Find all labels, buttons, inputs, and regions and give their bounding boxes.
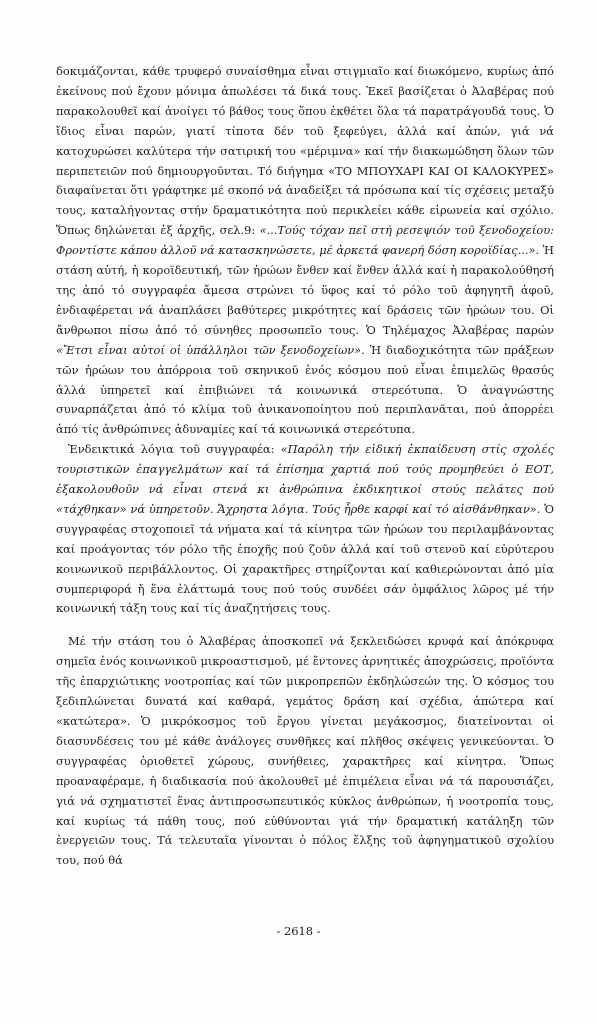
body-text	[56, 62, 554, 871]
text-run: Ἐνδεικτικά λόγια τοῦ συγγραφέα:	[68, 442, 281, 457]
text-run: Ἡ διαδοχικότητα τῶν πράξεων τῶν ἡρώων του ἀπόρροια τοῦ σκηνικοῦ ἑνός κόσμου πού εἶναι ἐπιμελῶς θρασύς ἀλλά ὑπηρετεῖ καί ἐπιβιώνει τά κοινωνικά στερεότυπα. Ὁ ἀναγνώστης συναρπάζεται ἀπό τό κλίμα τοῦ ἀνικανοποίητου πού περιπλανᾶται, πού ἀπορρέει ἀπό τίς ἀνθρώπινες ἀδυναμίες καί τά κοινωνικά στερεότυπα.	[56, 342, 554, 437]
paragraph-1	[56, 62, 554, 440]
page-number: - 2618 -	[276, 924, 321, 938]
text-run: Ὁ συγγραφέας στοχοποιεῖ τά νήματα καί τά κίνητρα τῶν ἡρώων του περιλαμβάνοντας καί προάγοντας τόν ρόλο τῆς ἐποχῆς πού ζοῦν ἀλλά καί τοῦ στενοῦ καί εὐρύτερου κοινωνικοῦ περιβάλλοντος. Οἱ χαρακτῆρες στηρίζονται καί καθιερώνονται ἀπό μία συμπεριφορά ἤ ἕνα ἐλάττωμά τους πού τούς συνδέει σάν ὀμφάλιος λῶρος μέ τήν κοινωνική τάξη τους καί τίς ἀναζητήσεις τους.	[56, 501, 554, 616]
paragraph-3	[56, 632, 554, 871]
text-run: δοκιμάζονται, κάθε τρυφερό συναίσθημα εἶναι στιγμιαῖο καί διωκόμενο, κυρίως ἀπό ἐκείνους πού ἔχουν μόνιμα ἀπωλέσει τά δικά τους. Ἐκεῖ βασίζεται ὁ Ἀλαβέρας πού παρακολουθεῖ καί ἀνοίγει τό βάθος τους ὅπου ἐκθέτει ὅλα τά παρατράγουδά τους. Ὁ ἴδιος εἶναι παρών, γιατί τίποτα δέν τοῦ ξεφεύγει, ἀλλά καί ἀπών, γιά νά κατοχυρώσει καλύτερα τήν σατιρική του «μέριμνα» καί τήν διακωμώδηση ὅλων τῶν περιπετειῶν πού δημιουργοῦνται. Τό διήγημα «ΤΟ ΜΠΟΥΧΑΡΙ ΚΑΙ ΟΙ ΚΑΛΟΚΥΡΕΣ» διαφαίνεται ὅτι γράφτηκε μέ σκοπό νά ἀναδείξει τά πρόσωπα καί τίς σχέσεις μεταξύ τους, καταλήγοντας στήν δραματικότητα πού περικλείει κάθε εἰρωνεία καί σχόλιο. Ὅπως δηλώνεται ἐξ ἀρχῆς, σελ.9:	[56, 64, 554, 238]
quotation-run: «...Τούς τόχαν πεῖ στή ρεσεψιόν τοῦ ξενοδοχείου: Φροντίστε κάπου ἀλλοῦ νά κατασκηνώσετε, μέ ἀρκετά φανερή δόση κοροϊδίας...».	[56, 223, 554, 258]
text-run: Μέ τήν στάση του ὁ Ἀλαβέρας ἀποσκοπεῖ νά ξεκλειδώσει κρυφά καί ἀπόκρυφα σημεῖα ἑνός κοινωνικοῦ μικροαστισμοῦ, μέ ἔντονες ἀρνητικές ἀποχρώσεις, προϊόντα τῆς ἐπαρχιώτικης νοοτροπίας καί τῶν μικροπρεπῶν ἐκδηλώσεών της. Ὁ κόσμος του ξεδιπλώνεται δυνατά καί καθαρά, γεμάτος δράση καί σχέδια, ἀπώτερα καί «κατώτερα». Ὁ μικρόκοσμος τοῦ ἔργου γίνεται μεγάκοσμος, διατείνονται οἱ διασυνδέσεις του μέ κάθε ἀνάλογες συνθῆκες καί πλῆθος σκέψεις γενικεύονται. Ὁ συγγραφέας ὁριοθετεῖ χώρους, συνήθειες, χαρακτῆρες καί κίνητρα. Ὅπως προαναφέραμε, ἡ διαδικασία πού ἀκολουθεῖ μέ ἐπιμέλεια εἶναι νά τά παρουσιάζει, γιά νά σχηματιστεῖ ἕνας ἀντιπροσωπευτικός κύκλος ἀνθρώπων, ἡ νοοτροπία τους, καί κυρίως τά πάθη τους, πού εὐθύνονται γιά τήν δραματική κατάληξη τῶν ἐνεργειῶν τους. Τά τελευταῖα γίνονται ὁ πόλος ἕλξης τοῦ ἀφηγηματικοῦ σχολίου του, πού θά	[56, 634, 554, 868]
text-run: Ἡ στάση αὐτή, ἡ κοροϊδευτική, τῶν ἡρώων ἔνθεν καί ἔνθεν ἀλλά καί ἡ παρακολούθησή της ἀπό τό συγγραφέα ἄμεσα στρώνει τό ὕφος καί τό ρόλο τοῦ ἀφηγητῆ ἀφοῦ, ἐνδιαφέρεται νά ἀναπλάσει βαθύτερες μικρότητες καί δράσεις τῶν ἡρώων του. Οἱ ἄνθρωποι πίσω ἀπό τό σύνηθες προσωπεῖο τους. Ὁ Τηλέμαχος Ἀλαβέρας παρών	[56, 243, 554, 337]
quotation-run: «Παρόλη τήν εἰδική ἐκπαίδευση στίς σχολές τουριστικῶν ἐπαγγελμάτων καί τά ἐπίσημα χαρτιά πού τούς προμηθεύει ὁ ΕΟΤ, ἐξακολουθοῦν νά εἶναι στενά κι ἀνθρώπινα ἐκδικητικοί στούς πελάτες πού «τάχθηκαν» νά ὑπηρετοῦν. Ἄχρηστα λόγια. Τούς ἦρθε καρφί καί τό αἰσθάνθηκαν».	[56, 442, 554, 516]
quotation-run: «Ἔτσι εἶναι αὐτοί οἱ ὑπάλληλοι τῶν ξενοδοχείων».	[56, 342, 365, 357]
paragraph-2	[56, 440, 554, 619]
